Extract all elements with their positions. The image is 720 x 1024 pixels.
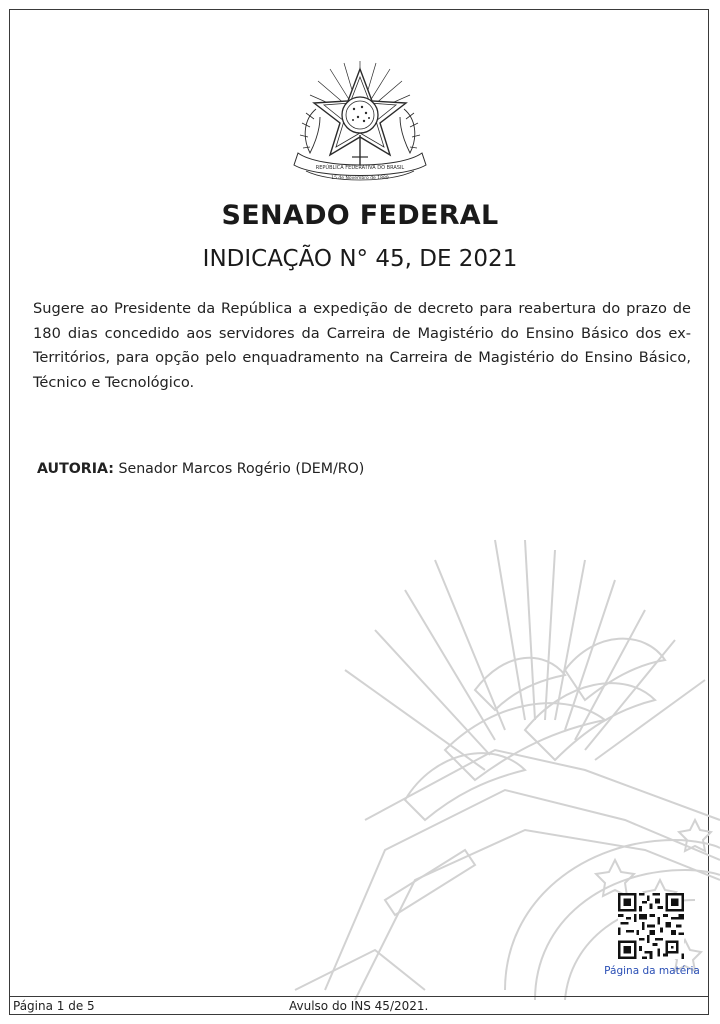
document-summary: Sugere ao Presidente da República a expedição de decreto para reabertura do prazo de 180 dias concedido aos servidores da Carreira de Magistério do Ensino Básico dos ex-Territórios, para opção pelo enquadramento na Carreira de Magistério do Ensino Básico, Técnico e Tecnológico.	[33, 300, 691, 391]
document-subtitle: INDICAÇÃO N° 45, DE 2021	[202, 246, 518, 272]
page-footer	[9, 996, 709, 1015]
authorship-value: Senador Marcos Rogério (DEM/RO)	[118, 461, 365, 477]
authorship-label: AUTORIA:	[37, 461, 114, 477]
page-number: Página 1 de 5	[13, 999, 95, 1013]
svg-text:REPÚBLICA FEDERATIVA DO BRASIL: REPÚBLICA FEDERATIVA DO BRASIL	[315, 165, 405, 171]
qr-code-icon[interactable]	[618, 893, 684, 959]
svg-text:15 de Novembro de 1889: 15 de Novembro de 1889	[331, 176, 389, 181]
document-title: SENADO FEDERAL	[221, 200, 499, 231]
coat-of-arms-emblem	[290, 57, 430, 187]
subject-page-link[interactable]: Página da matéria	[604, 965, 700, 977]
avulso-reference: Avulso do INS 45/2021.	[289, 999, 429, 1013]
authorship-line	[37, 461, 364, 477]
